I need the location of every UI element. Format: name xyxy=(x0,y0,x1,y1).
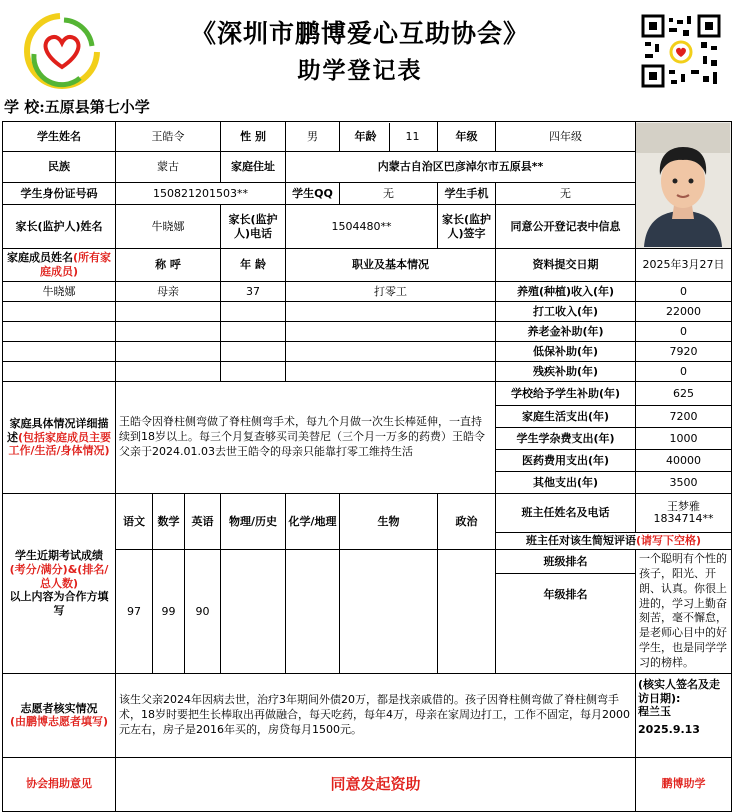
expense-value: 625 xyxy=(636,382,732,406)
comment-label-note: (请写下空格) xyxy=(636,534,702,548)
age-cell xyxy=(340,122,438,152)
form-subtitle: 助学登记表 xyxy=(297,57,423,84)
family-members-label-main: 家庭成员姓名 xyxy=(6,251,73,265)
exam-label-main: 学生近期考试成绩 xyxy=(15,549,103,562)
expense-label: 家庭生活支出(年) xyxy=(496,406,636,428)
rank-cell xyxy=(496,550,636,674)
expense-value: 7200 xyxy=(636,406,732,428)
expense-label: 医药费用支出(年) xyxy=(496,450,636,472)
form-header xyxy=(0,0,734,116)
income-label: 打工收入(年) xyxy=(496,302,636,322)
school-line xyxy=(4,96,150,117)
expense-label: 学生学杂费支出(年) xyxy=(496,428,636,450)
student-name: 王皓令 xyxy=(116,122,221,152)
table-row xyxy=(3,322,732,342)
verifier-cell xyxy=(636,673,732,757)
subject-header: 化学/地理 xyxy=(286,494,340,550)
exam-label-tail: 以上内容为合作方填写 xyxy=(9,590,109,617)
volunteer-label xyxy=(3,673,116,757)
score-cell: 99 xyxy=(153,550,185,674)
class-rank-label: 班级排名 xyxy=(496,550,635,574)
age-header: 年 龄 xyxy=(221,249,286,282)
qq-value: 无 xyxy=(340,183,438,205)
subject-header: 生物 xyxy=(340,494,438,550)
grade-rank-label: 年级排名 xyxy=(543,587,588,601)
submit-date-label: 资料提交日期 xyxy=(496,249,636,282)
income-label: 养老金补助(年) xyxy=(496,322,636,342)
subject-header: 语文 xyxy=(116,494,153,550)
guardian-phone-label: 家长(监护人)电话 xyxy=(221,205,286,249)
income-label: 养殖(种植)收入(年) xyxy=(496,282,636,302)
relation-header: 称 呼 xyxy=(116,249,221,282)
member-age: 37 xyxy=(221,282,286,302)
id-number-value: 150821201503** xyxy=(116,183,286,205)
ethnicity-label: 民族 xyxy=(3,152,116,183)
exam-label xyxy=(3,494,116,674)
member-relation: 母亲 xyxy=(116,282,221,302)
score-cell xyxy=(340,550,438,674)
situation-text: 王皓令因脊柱侧弯做了脊柱侧弯手术，每九个月做一次生长棒延伸，一直持续到18岁以上。每三个月复查够买司美替尼（三个月一万多的药费）王皓令父亲于2024.01.03去世王皓令的母亲只能靠打零工维持生活 xyxy=(116,382,496,494)
expense-value: 1000 xyxy=(636,428,732,450)
expense-value: 3500 xyxy=(636,472,732,494)
form-title: 《深圳市鹏博爱心互助协会》 xyxy=(190,19,529,48)
id-number-label: 学生身份证号码 xyxy=(3,183,116,205)
guardian-phone: 1504480** xyxy=(286,205,438,249)
ethnicity-value: 蒙古 xyxy=(116,152,221,183)
subject-header: 数学 xyxy=(153,494,185,550)
guardian-name: 牛晓娜 xyxy=(116,205,221,249)
income-value: 0 xyxy=(636,282,732,302)
address-label: 家庭住址 xyxy=(221,152,286,183)
expense-label: 学校给予学生补助(年) xyxy=(496,382,636,406)
income-value: 7920 xyxy=(636,342,732,362)
visit-date: 2025.9.13 xyxy=(638,723,700,736)
teacher-name: 王梦雅 xyxy=(667,499,701,513)
school-label: 学 校: xyxy=(4,98,45,116)
table-row xyxy=(3,362,732,382)
score-cell: 97 xyxy=(116,550,153,674)
phone-label: 学生手机 xyxy=(438,183,496,205)
association-logo-icon xyxy=(20,10,104,90)
score-cell: 90 xyxy=(185,550,221,674)
situation-label xyxy=(3,382,116,494)
expense-label: 其他支出(年) xyxy=(496,472,636,494)
age-label: 年龄 xyxy=(342,123,390,151)
teacher-phone: 1834714** xyxy=(653,512,714,525)
grade-label: 年级 xyxy=(438,122,496,152)
student-photo xyxy=(636,122,732,249)
student-photo-icon xyxy=(636,123,730,247)
comment-label xyxy=(496,533,732,550)
subject-header: 英语 xyxy=(185,494,221,550)
verifier-label: (核实人签名及走访日期): xyxy=(638,677,721,705)
income-label: 低保补助(年) xyxy=(496,342,636,362)
exam-label-note: (考分/满分)&(排名/总人数) xyxy=(9,562,109,590)
address-value: 内蒙古自治区巴彦淖尔市五原县** xyxy=(286,152,636,183)
grade-value: 四年级 xyxy=(496,122,636,152)
income-value: 0 xyxy=(636,322,732,342)
volunteer-label-main: 志愿者核实情况 xyxy=(20,701,98,715)
qq-label: 学生QQ xyxy=(286,183,340,205)
decision-text: 同意发起资助 xyxy=(116,757,636,811)
income-label: 残疾补助(年) xyxy=(496,362,636,382)
situation-label-main: 家庭具体情况详细描述 xyxy=(6,416,109,444)
consent-text: 同意公开登记表中信息 xyxy=(496,205,636,249)
table-row xyxy=(3,342,732,362)
verifier-name: 程兰玉 xyxy=(638,705,672,719)
teacher-label: 班主任姓名及电话 xyxy=(496,494,636,533)
registration-table xyxy=(2,121,732,812)
job-header: 职业及基本情况 xyxy=(286,249,496,282)
income-value: 0 xyxy=(636,362,732,382)
qr-code-icon xyxy=(641,14,721,88)
subject-header: 物理/历史 xyxy=(221,494,286,550)
score-cell xyxy=(438,550,496,674)
table-row xyxy=(3,282,732,302)
guardian-name-label: 家长(监护人)姓名 xyxy=(3,205,116,249)
income-value: 22000 xyxy=(636,302,732,322)
family-members-label xyxy=(3,249,116,282)
gender-label: 性 别 xyxy=(221,122,286,152)
subject-header: 政治 xyxy=(438,494,496,550)
submit-date-value: 2025年3月27日 xyxy=(636,249,732,282)
teacher-info xyxy=(636,494,732,533)
guardian-sign-label: 家长(监护人)签字 xyxy=(438,205,496,249)
situation-label-note: (包括家庭成员主要工作/生活/身体情况) xyxy=(8,430,112,458)
member-name: 牛晓娜 xyxy=(3,282,116,302)
expense-value: 40000 xyxy=(636,450,732,472)
opinion-label: 协会捐助意见 xyxy=(3,757,116,811)
score-cell xyxy=(286,550,340,674)
table-row xyxy=(3,302,732,322)
phone-value: 无 xyxy=(496,183,636,205)
teacher-comment: 一个聪明有个性的孩子，阳光、开朗、认真。你很上进的，学习上勤奋刻苦，毫不懈怠，是老师心目中的好学生，也是同学学习的榜样。 xyxy=(636,550,732,674)
gender-value: 男 xyxy=(286,122,340,152)
school-name: 五原县第七小学 xyxy=(44,98,150,116)
comment-label-main: 班主任对该生简短评语 xyxy=(526,534,636,548)
student-name-label: 学生姓名 xyxy=(3,122,116,152)
score-cell xyxy=(221,550,286,674)
family-members-label-note: (所有家庭成员) xyxy=(39,251,112,278)
volunteer-label-note: (由鹏博志愿者填写) xyxy=(9,715,109,729)
brand-label: 鹏博助学 xyxy=(636,757,732,811)
member-job: 打零工 xyxy=(286,282,496,302)
volunteer-text: 该生父亲2024年因病去世，治疗3年期间外债20万，都是找亲戚借的。孩子因脊柱侧弯做了脊柱侧弯手术，18岁时要把生长棒取出再做融合，每天吃药，每年4万，母亲在家周边打工，工作不固定，每月2000元左右，房子是2016年买的，房贷每月1500元。 xyxy=(116,673,636,757)
age-value: 11 xyxy=(405,129,420,143)
